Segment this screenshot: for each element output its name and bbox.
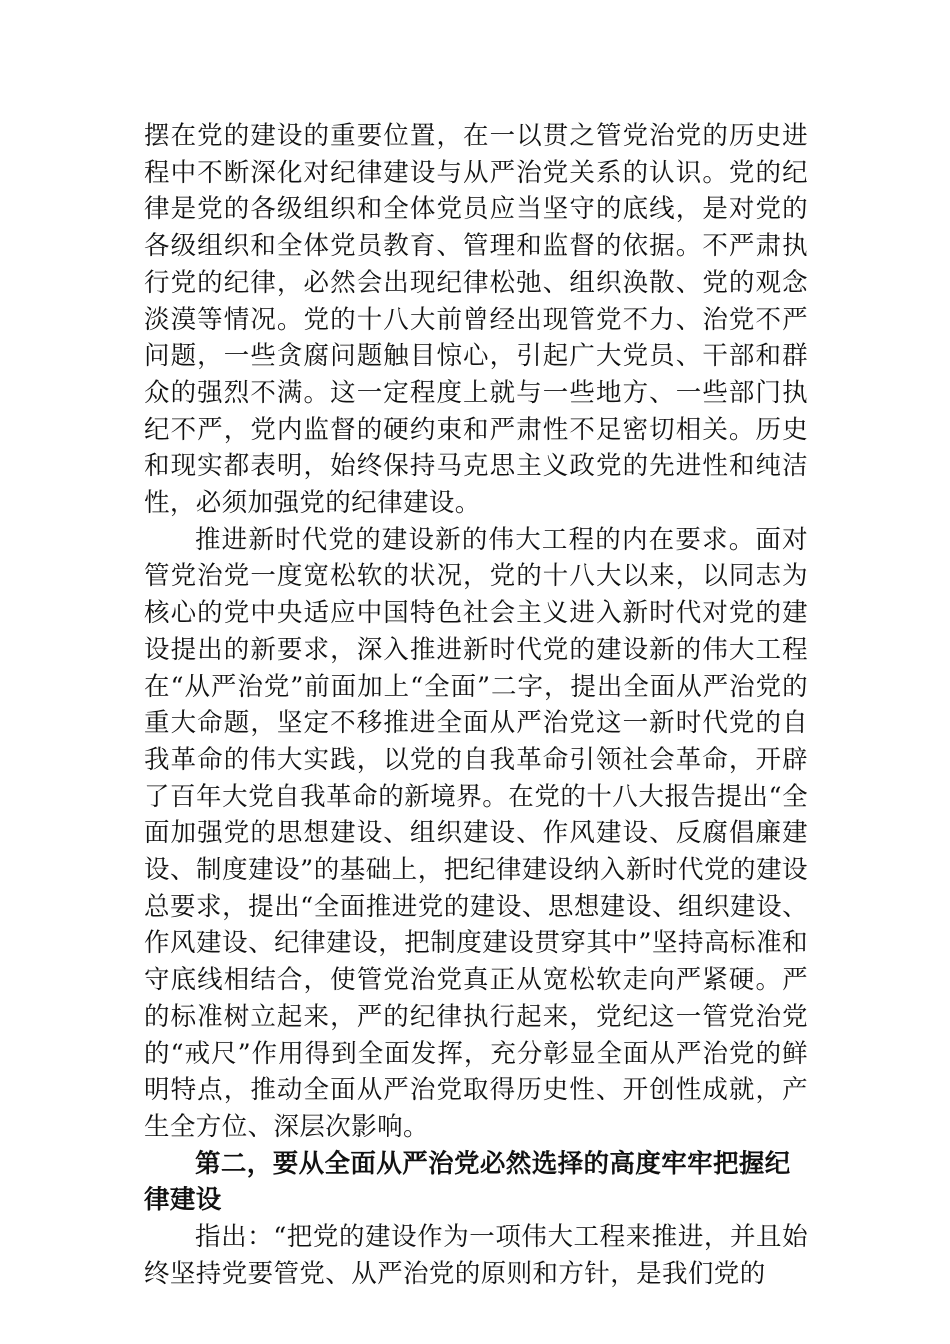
paragraph-new-era-requirements: 推进新时代党的建设新的伟大工程的内在要求。面对管党治党一度宽松软的状况，党的十八大以来，以同志为核心的党中央适应中国特色社会主义进入新时代对党的建设提出的新要求，深入推进新时代党的建设新的伟大工程在“从严治党”前面加上“全面”二字，提出全面从严治党的重大命题，坚定不移推进全面从严治党这一新时代党的自我革命的伟大实践，以党的自我革命引领社会革命，开辟了百年大党自我革命的新境界。在党的十八大报告提出“全面加强党的思想建设、组织建设、作风建设、反腐倡廉建设、制度建设”的基础上，把纪律建设纳入新时代党的建设总要求，提出“全面推进党的建设、思想建设、组织建设、作风建设、纪律建设，把制度建设贯穿其中”坚持高标准和守底线相结合，使管党治党真正从宽松软走向严紧硬。严的标准树立起来，严的纪律执行起来，党纪这一管党治党的“戒尺”作用得到全面发挥，充分彰显全面从严治党的鲜明特点，推动全面从严治党取得历史性、开创性成就，产生全方位、深层次影响。 [144,524,808,1142]
paragraph-discipline-importance: 摆在党的建设的重要位置，在一以贯之管党治党的历史进程中不断深化对纪律建设与从严治党关系的认识。党的纪律是党的各级组织和全体党员应当坚守的底线，是对党的各级组织和全体党员教育、管理和监督的依据。不严肃执行党的纪律，必然会出现纪律松弛、组织涣散、党的观念淡漠等情况。党的十八大前曾经出现管党不力、治党不严问题，一些贪腐问题触目惊心，引起广大党员、干部和群众的强烈不满。这一定程度上就与一些地方、一些部门执纪不严，党内监督的硬约束和严肃性不足密切相关。历史和现实都表明，始终保持马克思主义政党的先进性和纯洁性，必须加强党的纪律建设。 [144,121,808,519]
section-heading-second: 第二，要从全面从严治党必然选择的高度牢牢把握纪律建设 [144,1148,791,1216]
document-body [144,118,808,1293]
paragraph-quote-start: 指出：“把党的建设作为一项伟大工程来推进，并且始终坚持党要管党、从严治党的原则和方针，是我们党的 [144,1222,808,1289]
